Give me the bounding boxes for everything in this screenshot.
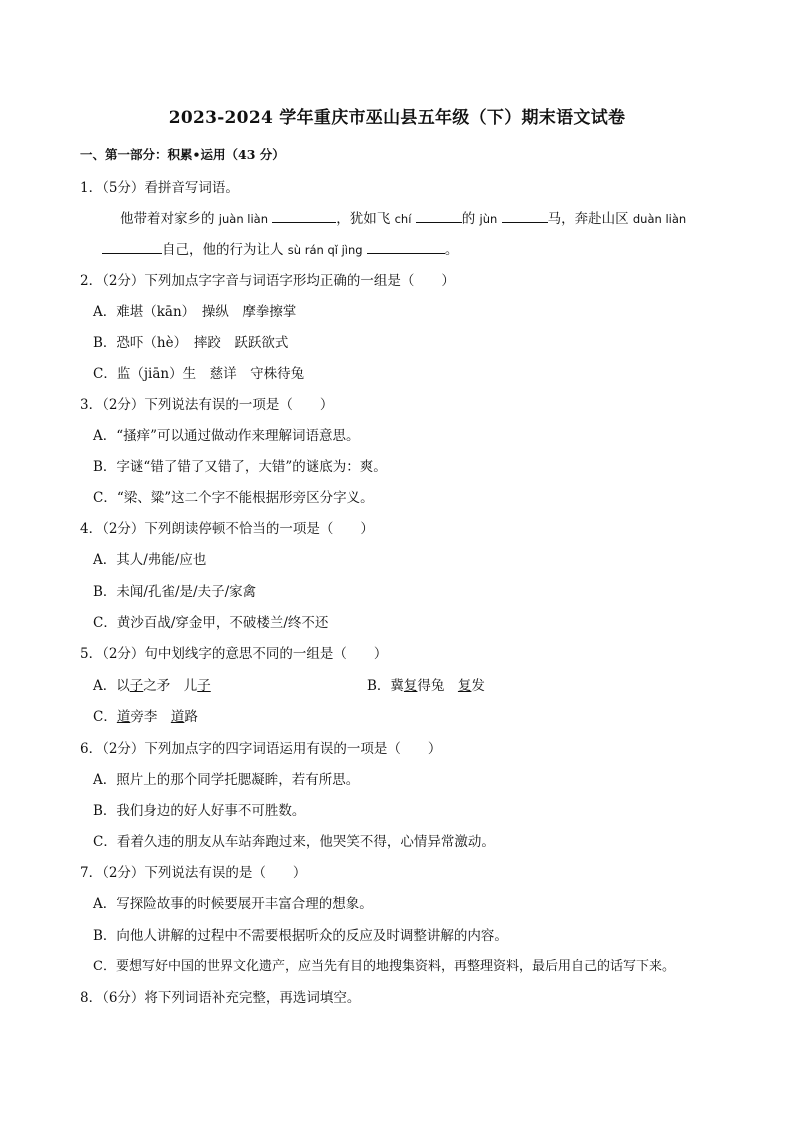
question-7-option-a[interactable]: A．写探险故事的时候要展开丰富合理的想象。: [93, 896, 373, 912]
underlined-char: 复: [457, 678, 472, 694]
answer-blank[interactable]: [367, 241, 445, 254]
question-5-option-c[interactable]: C．道旁李 道路: [93, 709, 198, 725]
question-8-stem: 8．（6分）将下列词语补充完整，再选词填空。: [80, 990, 361, 1006]
question-7-option-b[interactable]: B．向他人讲解的过程中不需要根据听众的反应及时调整讲解的内容。: [93, 928, 508, 944]
question-2-stem: 2．（2分）下列加点字字音与词语字形均正确的一组是（ ）: [80, 273, 455, 289]
question-1-line-1: 他带着对家乡的 juàn liàn ，犹如飞 chí 的 jùn 马，奔赴山区 duàn liàn: [120, 211, 687, 227]
question-7-option-c[interactable]: C．要想写好中国的世界文化遗产，应当先有目的地搜集资料，再整理资料，最后用自己的话写下来。: [93, 959, 675, 974]
question-3-stem: 3．（2分）下列说法有误的一项是（ ）: [80, 397, 334, 413]
answer-blank[interactable]: [272, 210, 336, 223]
question-2-option-b[interactable]: B．恐吓（hè） 摔跤 跃跃欲式: [93, 335, 289, 351]
question-5-option-b[interactable]: B．冀复得兔 复发: [367, 678, 485, 694]
question-6-stem: 6．（2分）下列加点字的四字词语运用有误的一项是（ ）: [80, 741, 442, 757]
pinyin-jun: jùn: [479, 212, 498, 226]
question-6-option-b[interactable]: B．我们身边的好人好事不可胜数。: [93, 803, 306, 819]
answer-blank[interactable]: [502, 210, 548, 223]
answer-blank[interactable]: [416, 210, 462, 223]
pinyin-suranqijing: sù rán qǐ jìng: [287, 243, 363, 257]
pinyin-juanlian: juàn liàn: [218, 212, 268, 226]
pinyin-duanlian: duàn liàn: [632, 212, 687, 226]
question-3-option-a[interactable]: A．“搔痒”可以通过做动作来理解词语意思。: [93, 428, 360, 444]
underlined-char: 子: [197, 678, 211, 694]
question-2-option-a[interactable]: A．难堪（kān） 操纵 摩拳擦掌: [93, 304, 297, 320]
question-6-option-a[interactable]: A．照片上的那个同学托腮凝眸，若有所思。: [93, 772, 360, 788]
underlined-char: 道: [116, 709, 131, 725]
underlined-char: 道: [170, 709, 185, 725]
section-heading: 一、第一部分：积累•运用（43 分）: [80, 147, 285, 162]
page-title: 2023-2024 学年重庆市巫山县五年级（下）期末语文试卷: [168, 108, 626, 128]
answer-blank[interactable]: [102, 241, 162, 254]
question-3-option-b[interactable]: B．字谜“错了错了又错了，大错”的谜底为：爽。: [93, 459, 387, 475]
question-3-option-c[interactable]: C．“梁、粱”这二个字不能根据形旁区分字义。: [93, 490, 374, 506]
question-5-option-a[interactable]: A．以子之矛 儿子: [93, 678, 211, 694]
underlined-char: 复: [403, 678, 418, 694]
question-1-stem: 1．（5分）看拼音写词语。: [80, 180, 239, 196]
question-5-stem: 5．（2分）句中划线字的意思不同的一组是（ ）: [80, 646, 388, 662]
question-1-line-2: 自己，他的行为让人 sù rán qǐ jìng 。: [102, 238, 458, 258]
question-4-option-c[interactable]: C．黄沙百战/穿金甲，不破楼兰/终不还: [93, 615, 329, 631]
pinyin-chi: chí: [394, 212, 412, 226]
question-6-option-c[interactable]: C．看着久违的朋友从车站奔跑过来，他哭笑不得，心情异常激动。: [93, 834, 495, 850]
question-4-stem: 4．（2分）下列朗读停顿不恰当的一项是（ ）: [80, 521, 374, 537]
question-2-option-c[interactable]: C．监（jiān）生 慈详 守株待兔: [93, 366, 305, 382]
question-4-option-a[interactable]: A．其人/弗能/应也: [93, 552, 207, 568]
question-7-stem: 7．（2分）下列说法有误的是（ ）: [80, 865, 307, 881]
underlined-char: 子: [129, 678, 144, 694]
question-4-option-b[interactable]: B．未闻/孔雀/是/夫子/家禽: [93, 584, 257, 600]
